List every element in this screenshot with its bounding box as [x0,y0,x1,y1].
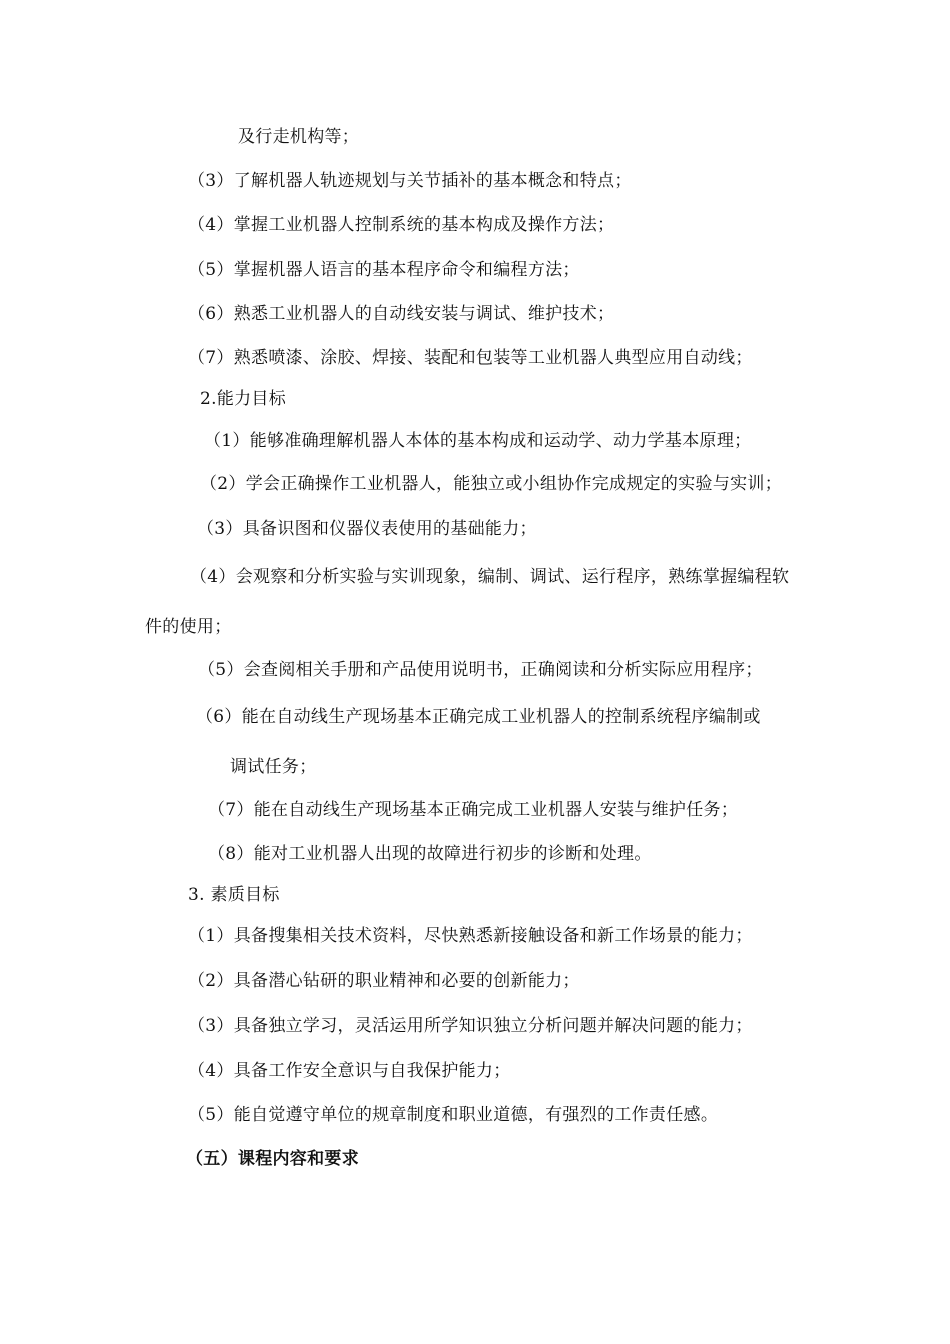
quality-heading: 3. 素质目标 [188,885,280,905]
ability-item-2: （2）学会正确操作工业机器人，能独立或小组协作完成规定的实验与实训； [200,474,783,494]
knowledge-item-6: （6）熟悉工业机器人的自动线安装与调试、维护技术； [188,304,615,324]
quality-item-3: （3）具备独立学习，灵活运用所学知识独立分析问题并解决问题的能力； [188,1016,753,1036]
quality-item-5: （5）能自觉遵守单位的规章制度和职业道德，有强烈的工作责任感。 [188,1105,719,1125]
ability-item-8: （8）能对工业机器人出现的故障进行初步的诊断和处理。 [208,844,652,864]
ability-item-6-line-1: （6）能在自动线生产现场基本正确完成工业机器人的控制系统程序编制或 [196,707,761,727]
ability-item-3: （3）具备识图和仪器仪表使用的基础能力； [197,519,537,539]
knowledge-item-7: （7）熟悉喷漆、涂胶、焊接、装配和包装等工业机器人典型应用自动线； [188,348,753,368]
knowledge-item-3: （3）了解机器人轨迹规划与关节插补的基本概念和特点； [188,171,632,191]
quality-item-2: （2）具备潜心钻研的职业精神和必要的创新能力； [188,971,580,991]
knowledge-item-4: （4）掌握工业机器人控制系统的基本构成及操作方法； [188,215,615,235]
ability-item-4-line-2: 件的使用； [145,617,232,637]
ability-item-6-line-2: 调试任务； [230,757,317,777]
quality-item-1: （1）具备搜集相关技术资料，尽快熟悉新接触设备和新工作场景的能力； [188,926,753,946]
ability-item-7: （7）能在自动线生产现场基本正确完成工业机器人安装与维护任务； [208,800,739,820]
quality-item-4: （4）具备工作安全意识与自我保护能力； [188,1061,511,1081]
knowledge-item-2-continuation: 及行走机构等； [238,127,360,147]
ability-item-4-line-1: （4）会观察和分析实验与实训现象，编制、调试、运行程序，熟练掌握编程软 [190,567,790,587]
ability-item-5: （5）会查阅相关手册和产品使用说明书，正确阅读和分析实际应用程序； [198,660,763,680]
ability-heading: 2.能力目标 [200,389,287,409]
knowledge-item-5: （5）掌握机器人语言的基本程序命令和编程方法； [188,260,580,280]
section-five-heading: （五）课程内容和要求 [186,1149,359,1169]
ability-item-1: （1）能够准确理解机器人本体的基本构成和运动学、动力学基本原理； [204,431,752,451]
